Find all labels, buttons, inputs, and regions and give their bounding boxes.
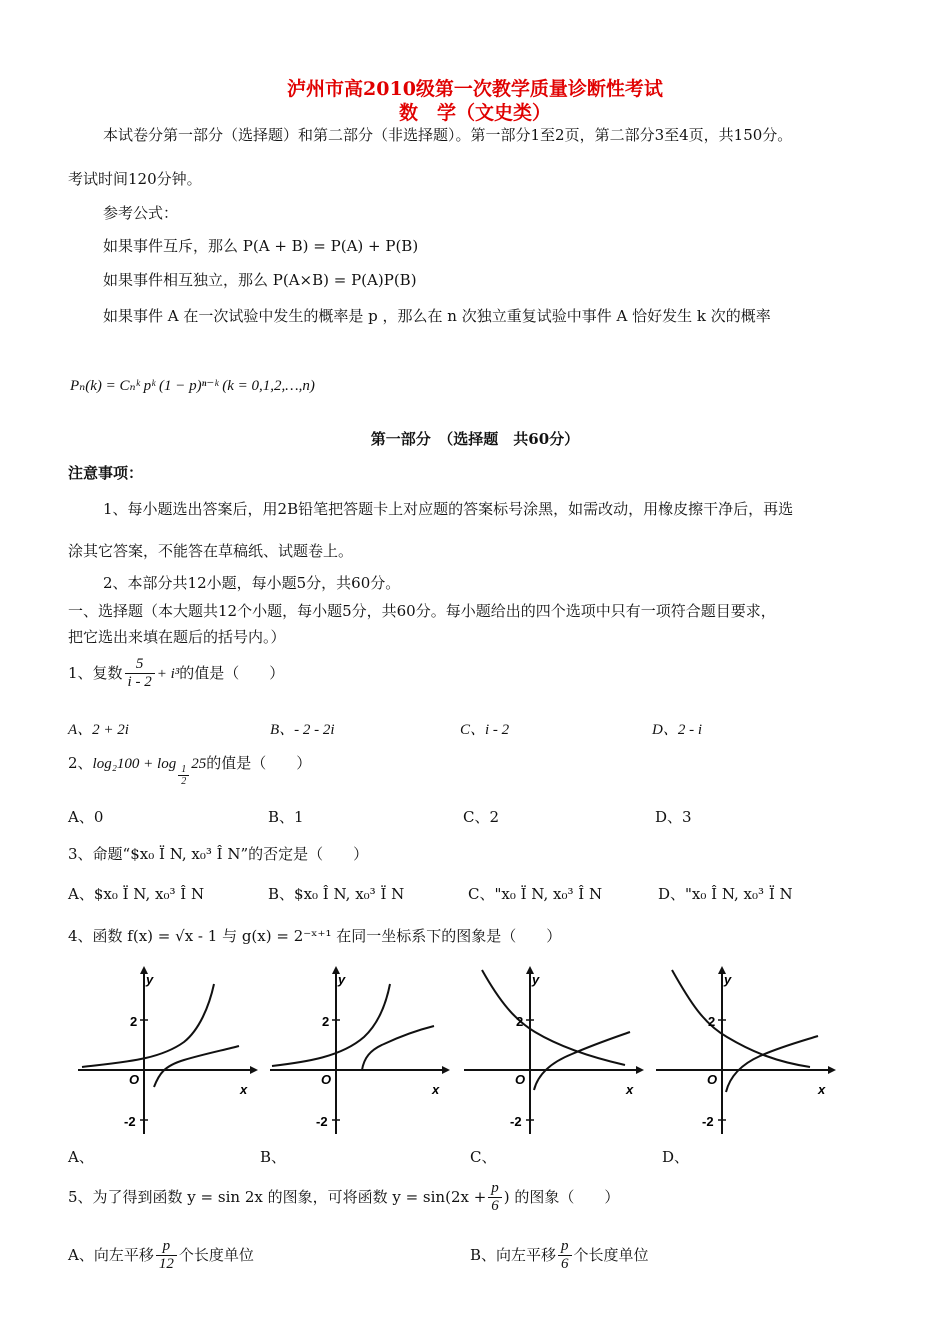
q4c-tick-neg: -2: [510, 1114, 522, 1129]
notice-1-line-2: 涂其它答案，不能答在草稿纸、试题卷上。: [68, 542, 354, 560]
part1-heading: 第一部分 （选择题 共60分）: [370, 430, 580, 448]
q4d-tick-pos: 2: [708, 1014, 716, 1029]
formula-heading: 参考公式：: [103, 204, 179, 222]
intro-line-1: 本试卷分第一部分（选择题）和第二部分（非选择题）。第一部分1至2页，第二部分3至4页，共150分。: [103, 126, 793, 144]
q4c-axis-y: y: [532, 972, 540, 987]
q2-expr1: log₂100 + log: [92, 756, 177, 772]
q1-suffix: 的值是（ ）: [179, 663, 285, 682]
q3-option-d: D、"x₀ Î N, x₀³ Ï N: [658, 885, 793, 903]
q5a-suffix: 个长度单位: [178, 1245, 254, 1264]
q2-option-d: D、3: [655, 808, 692, 826]
q3-option-a: A、$x₀ Ï N, x₀³ Î N: [68, 885, 205, 903]
q5b-suffix: 个长度单位: [573, 1245, 649, 1264]
q1-tail: + i³: [156, 665, 180, 682]
q4-option-d: D、: [662, 1148, 690, 1166]
q4-option-b: B、: [260, 1148, 287, 1166]
section-line-1: 一、选择题（本大题共12个小题，每小题5分，共60分。每小题给出的四个选项中只有一项符合题目要求，: [68, 602, 776, 620]
q2-base-den: 2: [181, 776, 187, 787]
q4b-axis-x: x: [432, 1082, 440, 1097]
q5b-frac-num: p: [558, 1238, 572, 1256]
q4d-axis-x: x: [818, 1082, 826, 1097]
q1-option-c: C、i - 2: [460, 722, 510, 738]
q1-fraction: [125, 656, 155, 692]
q4a-axis-y: y: [146, 972, 154, 987]
notice-1-line-1: 1、每小题选出答案后，用2B铅笔把答题卡上对应题的答案标号涂黑，如需改动，用橡皮擦干净后，再选: [103, 500, 794, 518]
q1-option-d: D、2 - i: [652, 722, 702, 738]
q1-prefix: 1、复数: [68, 663, 123, 682]
formula-1: 如果事件互斥，那么 P(A + B) = P(A) + P(B): [103, 237, 419, 255]
question-5: [68, 1180, 619, 1216]
q4b-tick-pos: 2: [322, 1014, 330, 1029]
formula-4: Pₙ(k) = Cₙᵏ pᵏ (1 − p)ⁿ⁻ᵏ (k = 0,1,2,…,n): [70, 378, 315, 394]
q4d-axis-y: y: [724, 972, 732, 987]
notice-2: 2、本部分共12小题，每小题5分，共60分。: [103, 574, 401, 592]
q4d-origin: O: [707, 1072, 718, 1087]
q4-graph-c: [460, 962, 645, 1142]
formula-3: 如果事件 A 在一次试验中发生的概率是 p ，那么在 n 次独立重复试验中事件 A 恰好发生 k 次的概率: [103, 307, 771, 325]
q4-graph-a: [74, 962, 259, 1142]
q2-suffix: 的值是（ ）: [206, 754, 312, 772]
q5-option-b: [470, 1238, 649, 1274]
question-3: 3、命题“$x₀ Ï N, x₀³ Î N”的否定是（ ）: [68, 845, 369, 863]
q5b-prefix: B、向左平移: [470, 1245, 557, 1264]
question-4: 4、函数 f(x) = √x - 1 与 g(x) = 2⁻ˣ⁺¹ 在同一坐标系下的图象是（ ）: [68, 927, 562, 945]
q5-fraction: [488, 1180, 502, 1216]
q2-expr2: 25: [191, 756, 207, 772]
q4b-tick-neg: -2: [316, 1114, 328, 1129]
q2-option-c: C、2: [463, 808, 500, 826]
intro-line-2: 考试时间120分钟。: [68, 170, 202, 188]
q5-frac-den: 6: [491, 1198, 499, 1215]
q3-option-b: B、$x₀ Î N, x₀³ Ï N: [268, 885, 405, 903]
q5a-prefix: A、向左平移: [68, 1245, 154, 1264]
q5-prefix: 5、为了得到函数 y = sin 2x 的图象，可将函数 y = sin(2x +: [68, 1187, 487, 1206]
q5a-frac-num: p: [156, 1238, 177, 1256]
q5-frac-num: p: [488, 1180, 502, 1198]
q4-graph-d: [652, 962, 837, 1142]
q2-option-b: B、1: [268, 808, 304, 826]
q4a-tick-pos: 2: [130, 1014, 138, 1029]
q4c-origin: O: [515, 1072, 526, 1087]
q4b-origin: O: [321, 1072, 332, 1087]
q3-option-c: C、"x₀ Ï N, x₀³ Î N: [468, 885, 603, 903]
q5b-frac-den: 6: [561, 1256, 569, 1273]
q4c-axis-x: x: [626, 1082, 634, 1097]
formula-2: 如果事件相互独立，那么 P(A×B) = P(A)P(B): [103, 271, 417, 289]
q4-option-a: A、: [68, 1148, 94, 1166]
q4-option-c: C、: [470, 1148, 497, 1166]
q4a-origin: O: [129, 1072, 140, 1087]
question-1: [68, 656, 284, 692]
q4c-tick-pos: 2: [516, 1014, 524, 1029]
q4d-tick-neg: -2: [702, 1114, 714, 1129]
q2-prefix: 2、: [68, 754, 93, 772]
q1-option-a: A、2 + 2i: [68, 722, 129, 738]
q5-option-a: [68, 1238, 254, 1274]
q5-suffix: ) 的图象（ ）: [503, 1187, 620, 1206]
q2-base-fraction: [178, 764, 189, 788]
section-line-2: 把它选出来填在题后的括号内。）: [68, 628, 286, 646]
question-2: [68, 752, 311, 788]
q2-base-num: 1: [178, 764, 189, 777]
q5a-frac-den: 12: [158, 1256, 174, 1273]
exam-subtitle: 数 学（文史类）: [398, 102, 551, 124]
q5a-fraction: [156, 1238, 177, 1274]
q2-option-a: A、0: [68, 808, 104, 826]
q4a-tick-neg: -2: [124, 1114, 136, 1129]
notice-title: 注意事项：: [68, 464, 144, 482]
q1-option-b: B、- 2 - 2i: [270, 722, 335, 738]
exam-title: 泸州市高2010级第一次教学质量诊断性考试: [287, 78, 663, 100]
q4a-axis-x: x: [240, 1082, 248, 1097]
q1-frac-num: 5: [125, 656, 155, 674]
q1-frac-den: i - 2: [127, 674, 152, 691]
q4b-axis-y: y: [338, 972, 346, 987]
q5b-fraction: [558, 1238, 572, 1274]
q4-graph-b: [266, 962, 451, 1142]
